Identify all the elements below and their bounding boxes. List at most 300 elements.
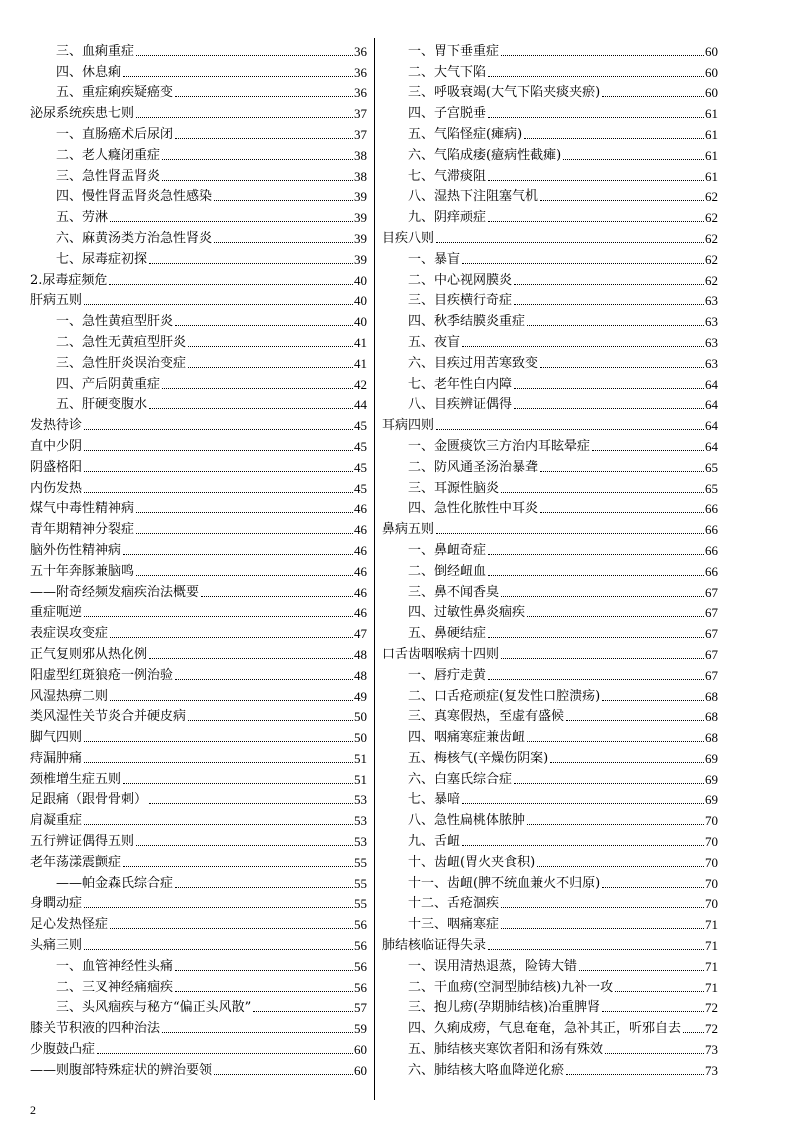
toc-entry[interactable]	[30, 558, 367, 579]
toc-entry[interactable]	[382, 59, 718, 80]
toc-entry[interactable]	[30, 953, 367, 974]
toc-leader-dots	[84, 450, 353, 451]
toc-entry-title: 一、暴盲	[408, 251, 461, 267]
toc-leader-dots	[602, 700, 704, 701]
toc-entry-page: 56	[354, 958, 367, 974]
toc-entry-title: 六、白塞氏综合症	[408, 771, 513, 787]
toc-leader-dots	[527, 824, 704, 825]
toc-entry[interactable]	[30, 828, 367, 849]
toc-leader-dots	[550, 762, 704, 763]
toc-leader-dots	[123, 783, 353, 784]
toc-entry[interactable]	[30, 433, 367, 454]
toc-entry[interactable]	[382, 516, 718, 537]
toc-entry[interactable]	[382, 38, 718, 59]
toc-entry[interactable]	[382, 308, 718, 329]
toc-entry-page: 63	[705, 355, 718, 371]
toc-entry-title: 三、目疾横行奇症	[408, 293, 513, 309]
toc-leader-dots	[123, 554, 353, 555]
toc-entry-title: 正气复则邪从热化例	[30, 646, 148, 662]
toc-entry-page: 40	[354, 293, 367, 309]
toc-entry[interactable]	[30, 1057, 367, 1078]
toc-entry[interactable]	[30, 142, 367, 163]
toc-entry[interactable]	[30, 392, 367, 413]
toc-entry[interactable]	[382, 142, 718, 163]
toc-entry[interactable]	[30, 59, 367, 80]
toc-entry[interactable]	[382, 704, 718, 725]
toc-leader-dots	[175, 887, 353, 888]
toc-leader-dots	[201, 596, 353, 597]
toc-entry-title: 青年期精神分裂症	[30, 522, 135, 538]
toc-leader-dots	[84, 616, 353, 617]
toc-entry-page: 46	[354, 501, 367, 517]
toc-leader-dots	[136, 575, 353, 576]
toc-leader-dots	[537, 866, 704, 867]
toc-entry-title: 二、老人癃闭重症	[56, 147, 161, 163]
toc-entry[interactable]	[382, 412, 718, 433]
toc-leader-dots	[149, 803, 353, 804]
toc-leader-dots	[84, 429, 353, 430]
toc-entry-title: 少腹鼓凸症	[30, 1042, 96, 1058]
toc-entry[interactable]	[382, 1036, 718, 1057]
toc-entry-title: 七、气滞痰阻	[408, 168, 487, 184]
toc-entry[interactable]	[30, 787, 367, 808]
toc-leader-dots	[488, 180, 704, 181]
toc-leader-dots	[84, 949, 353, 950]
toc-entry[interactable]	[382, 995, 718, 1016]
toc-entry-title: 五、梅核气(辛燥伤阴案)	[408, 750, 549, 766]
toc-entry[interactable]	[30, 475, 367, 496]
toc-entry[interactable]	[382, 433, 718, 454]
toc-entry-page: 46	[354, 522, 367, 538]
toc-entry[interactable]	[30, 308, 367, 329]
toc-entry-page: 70	[705, 813, 718, 829]
toc-leader-dots	[110, 637, 353, 638]
toc-entry-page: 60	[705, 85, 718, 101]
toc-entry-title: 六、麻黄汤类方治急性肾炎	[56, 230, 213, 246]
toc-leader-dots	[84, 824, 353, 825]
toc-entry-page: 61	[705, 168, 718, 184]
toc-entry[interactable]	[382, 745, 718, 766]
toc-entry-page: 41	[354, 334, 367, 350]
toc-entry-page: 73	[705, 1042, 718, 1058]
toc-entry[interactable]	[382, 849, 718, 870]
toc-entry[interactable]	[382, 953, 718, 974]
toc-leader-dots	[540, 512, 704, 513]
toc-leader-dots	[605, 1053, 704, 1054]
toc-leader-dots	[566, 1074, 704, 1075]
toc-entry-page: 72	[705, 1021, 718, 1037]
toc-entry-page: 57	[354, 1000, 367, 1016]
toc-entry-title: 二、干血痨(空洞型肺结核)九补一攻	[408, 979, 614, 995]
toc-entry-title: 二、三叉神经痛痼疾	[56, 979, 174, 995]
toc-entry[interactable]	[382, 766, 718, 787]
toc-entry-title: 五、重症痢疾疑癌变	[56, 85, 174, 101]
toc-entry-title: 身瞤动症	[30, 896, 83, 912]
toc-entry-title: 痔漏肿痛	[30, 750, 83, 766]
toc-entry-page: 39	[354, 189, 367, 205]
toc-entry[interactable]	[30, 579, 367, 600]
toc-leader-dots	[540, 471, 704, 472]
toc-entry-title: 头痛三则	[30, 938, 83, 954]
toc-entry-title: 五行辨证偶得五则	[30, 834, 135, 850]
toc-entry-title: ——附奇经频发痼疾治法概要	[30, 584, 200, 600]
toc-entry[interactable]	[382, 1057, 718, 1078]
toc-entry[interactable]	[30, 745, 367, 766]
toc-entry[interactable]	[30, 1015, 367, 1036]
toc-entry-title: 内伤发热	[30, 480, 83, 496]
toc-entry-page: 63	[705, 293, 718, 309]
toc-entry-page: 51	[354, 750, 367, 766]
toc-entry-page: 70	[705, 896, 718, 912]
toc-entry[interactable]	[30, 80, 367, 101]
toc-entry-page: 55	[354, 896, 367, 912]
toc-entry[interactable]	[382, 620, 718, 641]
toc-entry-page: 45	[354, 418, 367, 434]
toc-entry-page: 39	[354, 210, 367, 226]
toc-entry-title: 四、久痢成痨，气息奄奄，急补其正，听邪自去	[408, 1021, 682, 1037]
toc-leader-dots	[602, 96, 704, 97]
toc-entry-title: 四、子宫脱垂	[408, 106, 487, 122]
toc-leader-dots	[527, 741, 704, 742]
toc-entry[interactable]	[382, 496, 718, 517]
toc-entry[interactable]	[30, 974, 367, 995]
toc-entry[interactable]	[382, 371, 718, 392]
toc-leader-dots	[136, 533, 353, 534]
toc-entry-title: 八、急性扁桃体脓肿	[408, 813, 526, 829]
toc-leader-dots	[253, 1011, 353, 1012]
toc-entry-title: 发热待诊	[30, 418, 83, 434]
toc-entry-page: 70	[705, 834, 718, 850]
toc-leader-dots	[123, 76, 353, 77]
toc-entry-title: 三、鼻不闻香臭	[408, 584, 500, 600]
toc-entry-page: 61	[705, 106, 718, 122]
toc-entry-page: 65	[705, 480, 718, 496]
toc-entry-title: 泌尿系统疾患七则	[30, 106, 135, 122]
toc-entry-page: 55	[354, 854, 367, 870]
toc-entry[interactable]	[382, 558, 718, 579]
toc-leader-dots	[514, 388, 704, 389]
toc-entry[interactable]	[382, 662, 718, 683]
toc-entry[interactable]	[30, 932, 367, 953]
toc-entry-page: 48	[354, 646, 367, 662]
toc-entry-title: 三、急性肝炎误治变症	[56, 355, 187, 371]
toc-entry[interactable]	[382, 600, 718, 621]
toc-entry-title: 三、呼吸衰竭(大气下陷夹痰夹瘀)	[408, 85, 601, 101]
toc-entry-page: 68	[705, 730, 718, 746]
toc-entry-page: 69	[705, 750, 718, 766]
toc-leader-dots	[97, 1053, 353, 1054]
toc-leader-dots	[540, 200, 704, 201]
toc-entry-title: 一、误用清热退蒸，险铸大错	[408, 958, 578, 974]
toc-entry[interactable]	[382, 974, 718, 995]
toc-entry-page: 69	[705, 771, 718, 787]
toc-entry-title: 三、真寒假热，至虚有盛候	[408, 709, 565, 725]
toc-entry-page: 68	[705, 709, 718, 725]
toc-entry-title: 十一、齿衄(脾不统血兼火不归原)	[408, 875, 601, 891]
toc-entry-title: 风湿热痹二则	[30, 688, 109, 704]
toc-entry-title: 六、目疾过用苦寒致变	[408, 355, 539, 371]
toc-leader-dots	[84, 492, 353, 493]
toc-entry-title: 一、血管神经性头痛	[56, 958, 174, 974]
toc-entry[interactable]	[30, 204, 367, 225]
toc-entry[interactable]	[30, 496, 367, 517]
toc-entry-page: 70	[705, 875, 718, 891]
toc-entry-title: 五、夜盲	[408, 334, 461, 350]
toc-entry-title: 七、暴喑	[408, 792, 461, 808]
toc-entry[interactable]	[382, 932, 718, 953]
toc-entry-page: 69	[705, 792, 718, 808]
toc-entry-page: 36	[354, 85, 367, 101]
toc-entry[interactable]	[30, 267, 367, 288]
toc-leader-dots	[462, 263, 704, 264]
toc-leader-dots	[514, 408, 704, 409]
toc-leader-dots	[563, 159, 704, 160]
toc-entry-page: 56	[354, 917, 367, 933]
toc-entry[interactable]	[30, 911, 367, 932]
toc-entry[interactable]	[382, 475, 718, 496]
toc-entry-title: 表症误攻变症	[30, 626, 109, 642]
toc-entry-title: 二、大气下陷	[408, 64, 487, 80]
toc-entry[interactable]	[382, 828, 718, 849]
toc-entry-title: 鼻病五则	[382, 522, 435, 538]
toc-entry-title: 五、劳淋	[56, 210, 109, 226]
toc-leader-dots	[188, 346, 353, 347]
toc-entry[interactable]	[30, 184, 367, 205]
toc-entry-page: 67	[705, 584, 718, 600]
toc-entry-page: 45	[354, 438, 367, 454]
page-number: 2	[30, 1103, 36, 1117]
toc-leader-dots	[436, 533, 704, 534]
toc-entry[interactable]	[382, 807, 718, 828]
toc-leader-dots	[501, 492, 704, 493]
toc-leader-dots	[592, 450, 704, 451]
toc-entry-title: 六、气陷成痿(癔病性截瘫)	[408, 147, 562, 163]
toc-leader-dots	[136, 117, 353, 118]
toc-entry-title: 六、肺结核大咯血降逆化瘀	[408, 1062, 565, 1078]
toc-entry-page: 48	[354, 667, 367, 683]
toc-entry[interactable]	[30, 1036, 367, 1057]
toc-entry-page: 73	[705, 1062, 718, 1078]
toc-entry-page: 66	[705, 501, 718, 517]
toc-entry[interactable]	[382, 350, 718, 371]
toc-entry[interactable]	[382, 80, 718, 101]
toc-entry-title: 足跟痛（跟骨骨刺）	[30, 792, 148, 808]
toc-entry-page: 71	[705, 979, 718, 995]
toc-leader-dots	[110, 928, 353, 929]
toc-entry-page: 62	[705, 210, 718, 226]
toc-leader-dots	[162, 180, 353, 181]
toc-entry-page: 67	[705, 605, 718, 621]
toc-leader-dots	[136, 512, 353, 513]
toc-entry-title: 肩凝重症	[30, 813, 83, 829]
toc-entry[interactable]	[382, 267, 718, 288]
toc-entry[interactable]	[30, 704, 367, 725]
toc-entry[interactable]	[30, 891, 367, 912]
toc-leader-dots	[488, 221, 704, 222]
toc-entry-page: 62	[705, 272, 718, 288]
toc-entry[interactable]	[30, 225, 367, 246]
toc-entry-page: 70	[705, 854, 718, 870]
toc-leader-dots	[524, 138, 704, 139]
toc-entry[interactable]	[382, 163, 718, 184]
toc-leader-dots	[501, 928, 704, 929]
toc-leader-dots	[462, 346, 704, 347]
toc-entry[interactable]	[382, 787, 718, 808]
toc-entry-page: 36	[354, 64, 367, 80]
toc-entry[interactable]	[382, 100, 718, 121]
toc-entry[interactable]	[30, 724, 367, 745]
toc-entry[interactable]	[382, 683, 718, 704]
toc-entry[interactable]	[30, 163, 367, 184]
toc-entry-page: 60	[705, 43, 718, 59]
toc-leader-dots	[84, 471, 353, 472]
toc-entry[interactable]	[30, 121, 367, 142]
toc-entry-page: 63	[705, 334, 718, 350]
toc-entry-title: 一、金匮痰饮三方治内耳眩晕症	[408, 438, 591, 454]
toc-entry-page: 46	[354, 563, 367, 579]
column-divider	[374, 38, 375, 1100]
toc-entry-page: 67	[705, 626, 718, 642]
toc-entry-title: 二、口舌疮顽症(复发性口腔溃疡)	[408, 688, 601, 704]
toc-entry[interactable]	[382, 641, 718, 662]
toc-leader-dots	[488, 554, 704, 555]
toc-entry[interactable]	[30, 288, 367, 309]
toc-entry[interactable]	[30, 246, 367, 267]
toc-entry-page: 53	[354, 792, 367, 808]
toc-entry[interactable]	[382, 184, 718, 205]
toc-entry-title: 八、目疾辨证偶得	[408, 397, 513, 413]
toc-entry-page: 46	[354, 542, 367, 558]
toc-entry[interactable]	[382, 891, 718, 912]
toc-entry-page: 40	[354, 314, 367, 330]
toc-entry[interactable]	[30, 38, 367, 59]
toc-entry[interactable]	[30, 454, 367, 475]
toc-leader-dots	[175, 970, 353, 971]
toc-entry-page: 41	[354, 355, 367, 371]
toc-entry[interactable]	[382, 246, 718, 267]
toc-entry[interactable]	[30, 662, 367, 683]
toc-leader-dots	[175, 138, 353, 139]
toc-entry[interactable]	[30, 350, 367, 371]
toc-entry[interactable]	[30, 807, 367, 828]
toc-entry[interactable]	[382, 911, 718, 932]
toc-entry-page: 37	[354, 126, 367, 142]
toc-entry-title: 足心发热怪症	[30, 917, 109, 933]
toc-entry-page: 59	[354, 1021, 367, 1037]
toc-leader-dots	[214, 200, 353, 201]
toc-leader-dots	[501, 907, 704, 908]
toc-entry-title: 煤气中毒性精神病	[30, 501, 135, 517]
toc-entry-page: 68	[705, 688, 718, 704]
toc-entry[interactable]	[30, 600, 367, 621]
toc-entry-page: 64	[705, 397, 718, 413]
toc-entry-page: 40	[354, 272, 367, 288]
toc-entry-page: 45	[354, 459, 367, 475]
toc-leader-dots	[110, 221, 353, 222]
toc-leader-dots	[136, 845, 353, 846]
toc-entry-title: 膝关节积液的四种治法	[30, 1021, 161, 1037]
toc-entry[interactable]	[382, 204, 718, 225]
toc-entry[interactable]	[382, 537, 718, 558]
toc-entry[interactable]	[382, 579, 718, 600]
toc-entry[interactable]	[382, 225, 718, 246]
toc-entry-page: 63	[705, 314, 718, 330]
toc-entry-page: 62	[705, 189, 718, 205]
toc-entry-title: 三、急性肾盂肾炎	[56, 168, 161, 184]
toc-entry-page: 62	[705, 251, 718, 267]
toc-entry[interactable]	[30, 641, 367, 662]
toc-leader-dots	[579, 970, 704, 971]
toc-entry[interactable]	[30, 537, 367, 558]
toc-entry[interactable]	[30, 371, 367, 392]
toc-entry-page: 50	[354, 709, 367, 725]
toc-entry-title: 四、慢性肾盂肾炎急性感染	[56, 189, 213, 205]
toc-entry[interactable]	[30, 683, 367, 704]
toc-entry[interactable]	[30, 620, 367, 641]
toc-entry-page: 61	[705, 126, 718, 142]
toc-entry-page: 45	[354, 480, 367, 496]
toc-entry-title: 耳病四则	[382, 418, 435, 434]
toc-leader-dots	[501, 658, 704, 659]
toc-entry-page: 50	[354, 730, 367, 746]
toc-entry-title: 四、产后阴黄重症	[56, 376, 161, 392]
toc-entry-page: 60	[705, 64, 718, 80]
toc-entry[interactable]	[30, 329, 367, 350]
toc-entry-title: 一、鼻衄奇症	[408, 542, 487, 558]
toc-entry[interactable]	[382, 329, 718, 350]
toc-entry[interactable]	[30, 412, 367, 433]
toc-leader-dots	[540, 367, 704, 368]
toc-entry[interactable]	[382, 288, 718, 309]
toc-entry[interactable]	[30, 995, 367, 1016]
toc-entry-page: 37	[354, 106, 367, 122]
toc-entry[interactable]	[382, 392, 718, 413]
toc-entry[interactable]	[30, 766, 367, 787]
toc-entry-page: 64	[705, 438, 718, 454]
toc-leader-dots	[162, 159, 353, 160]
toc-entry[interactable]	[382, 121, 718, 142]
toc-leader-dots	[501, 596, 704, 597]
toc-right-column	[382, 38, 718, 1078]
toc-entry[interactable]	[30, 870, 367, 891]
toc-entry-page: 44	[354, 397, 367, 413]
toc-entry-title: 七、老年性白内障	[408, 376, 513, 392]
toc-entry[interactable]	[382, 870, 718, 891]
toc-entry[interactable]	[30, 516, 367, 537]
toc-entry-page: 62	[705, 230, 718, 246]
toc-leader-dots	[488, 637, 704, 638]
toc-entry[interactable]	[30, 100, 367, 121]
toc-entry[interactable]	[382, 454, 718, 475]
toc-leader-dots	[214, 242, 353, 243]
toc-entry-page: 60	[354, 1042, 367, 1058]
toc-leader-dots	[527, 325, 704, 326]
toc-entry-title: 二、防风通圣汤治暴聋	[408, 459, 539, 475]
toc-entry-title: 八、湿热下注阻塞气机	[408, 189, 539, 205]
toc-entry[interactable]	[382, 1015, 718, 1036]
toc-leader-dots	[188, 720, 353, 721]
toc-leader-dots	[149, 263, 353, 264]
toc-entry[interactable]	[30, 849, 367, 870]
toc-entry-page: 46	[354, 584, 367, 600]
toc-entry-title: 二、中心视网膜炎	[408, 272, 513, 288]
toc-entry[interactable]	[382, 724, 718, 745]
toc-leader-dots	[162, 388, 353, 389]
toc-leader-dots	[175, 325, 353, 326]
toc-entry-title: 四、急性化脓性中耳炎	[408, 501, 539, 517]
toc-entry-title: 四、秋季结膜炎重症	[408, 314, 526, 330]
toc-entry-page: 71	[705, 938, 718, 954]
